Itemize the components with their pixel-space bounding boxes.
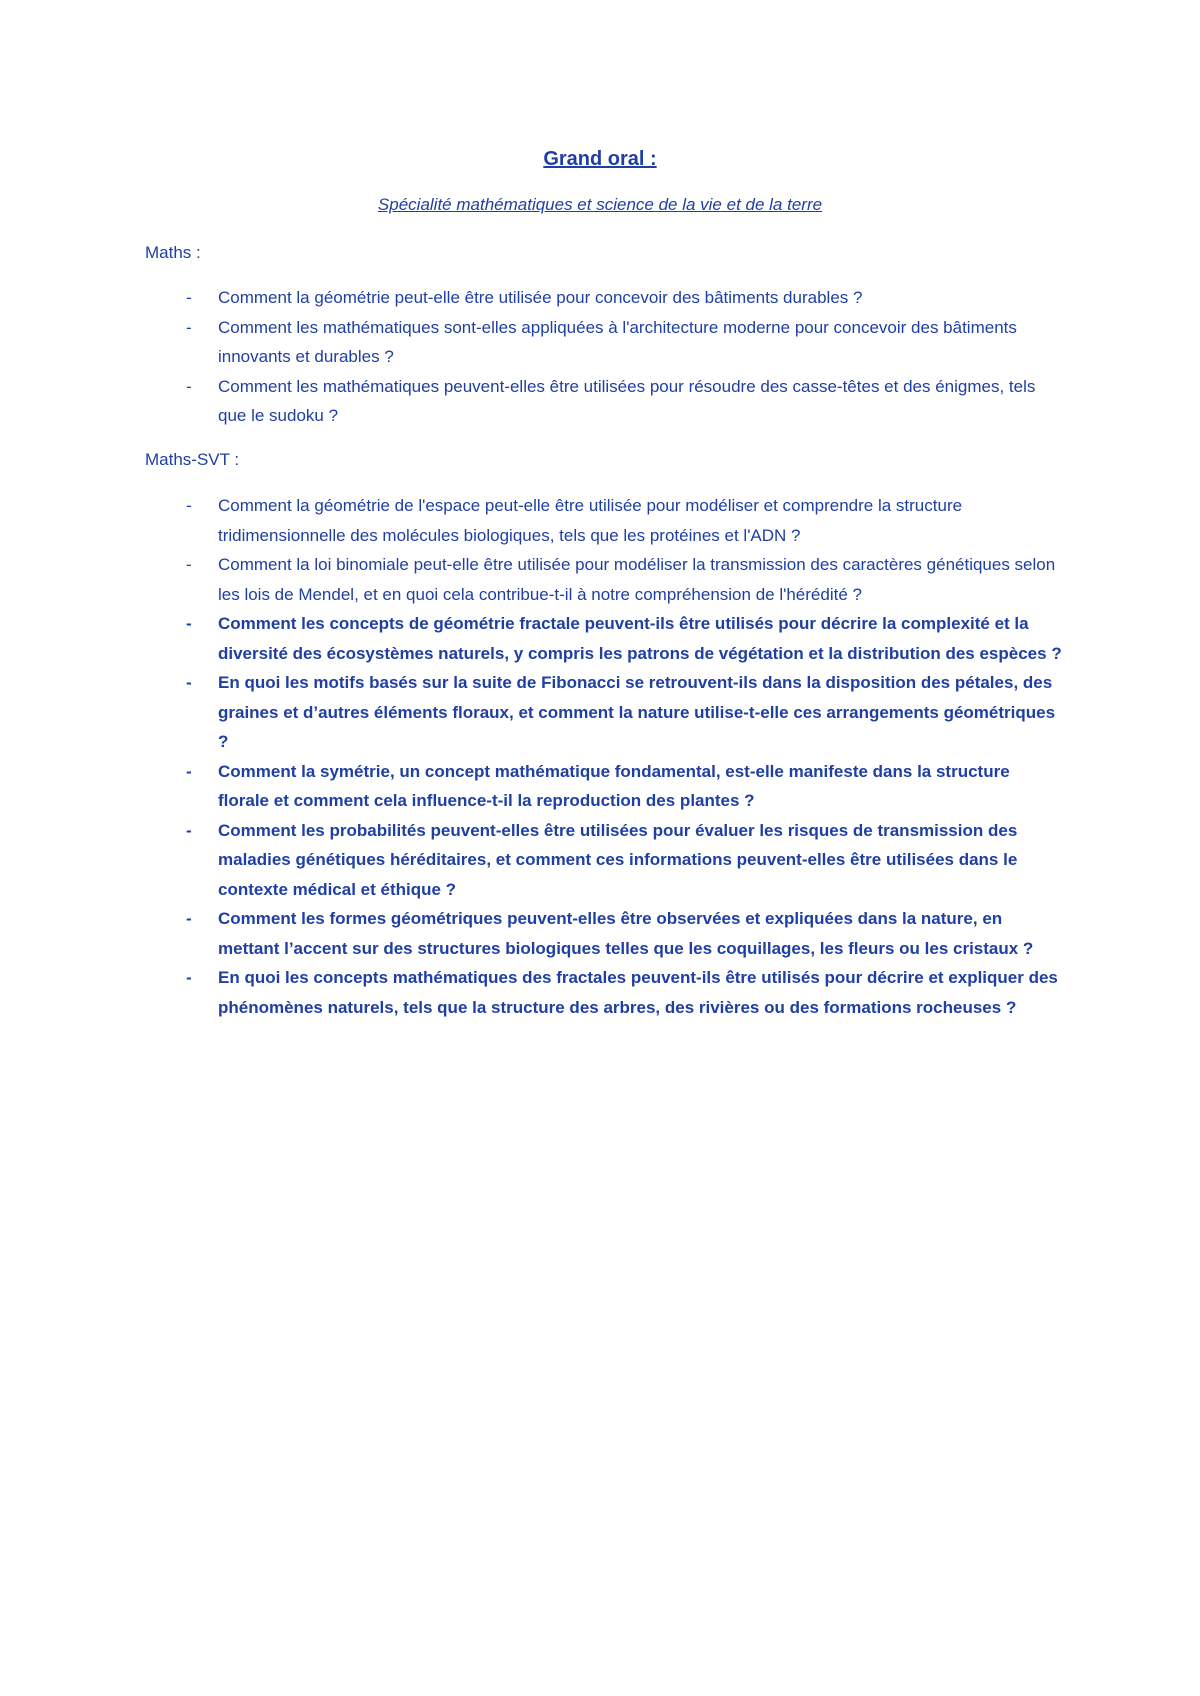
- list-item: - Comment les probabilités peuvent-elles être utilisées pour évaluer les risques de transmission des maladies génétiques héréditaires, et comment ces informations peuvent-elles être utilisées dans le contexte médical et éthique ?: [145, 816, 1065, 905]
- question-list-maths-svt: [145, 491, 1065, 1022]
- list-item: - Comment la géométrie de l'espace peut-elle être utilisée pour modéliser et comprendre la structure tridimensionnelle des molécules biologiques, tels que les protéines et l'ADN ?: [145, 491, 1065, 550]
- list-item: - Comment la géométrie peut-elle être utilisée pour concevoir des bâtiments durables ?: [145, 283, 1065, 313]
- document-subtitle: Spécialité mathématiques et science de la vie et de la terre: [377, 195, 823, 214]
- list-item: - Comment les mathématiques sont-elles appliquées à l'architecture moderne pour concevoir des bâtiments innovants et durables ?: [145, 313, 1065, 372]
- section-heading-maths: Maths :: [145, 243, 201, 262]
- list-item: - Comment les concepts de géométrie fractale peuvent-ils être utilisés pour décrire la complexité et la diversité des écosystèmes naturels, y compris les patrons de végétation et la distribution des espèces ?: [145, 609, 1065, 668]
- list-item: - Comment la loi binomiale peut-elle être utilisée pour modéliser la transmission des caractères génétiques selon les lois de Mendel, et en quoi cela contribue-t-il à notre compréhension de l'hérédité ?: [145, 550, 1065, 609]
- document-title: Grand oral :: [543, 148, 657, 170]
- list-item: - Comment les mathématiques peuvent-elles être utilisées pour résoudre des casse-têtes et des énigmes, tels que le sudoku ?: [145, 372, 1065, 431]
- section-heading-maths-svt: Maths-SVT :: [145, 450, 240, 469]
- list-item: - En quoi les concepts mathématiques des fractales peuvent-ils être utilisés pour décrire et expliquer des phénomènes naturels, tels que la structure des arbres, des rivières ou des formations rocheuses ?: [145, 963, 1065, 1022]
- list-item: - En quoi les motifs basés sur la suite de Fibonacci se retrouvent-ils dans la disposition des pétales, des graines et d’autres éléments floraux, et comment la nature utilise-t-elle ces arrangements géométriques ?: [145, 668, 1065, 757]
- question-list-maths: [145, 283, 1065, 431]
- list-item: - Comment la symétrie, un concept mathématique fondamental, est-elle manifeste dans la structure florale et comment cela influence-t-il la reproduction des plantes ?: [145, 757, 1065, 816]
- list-item: - Comment les formes géométriques peuvent-elles être observées et expliquées dans la nature, en mettant l’accent sur des structures biologiques telles que les coquillages, les fleurs ou les cristaux ?: [145, 904, 1065, 963]
